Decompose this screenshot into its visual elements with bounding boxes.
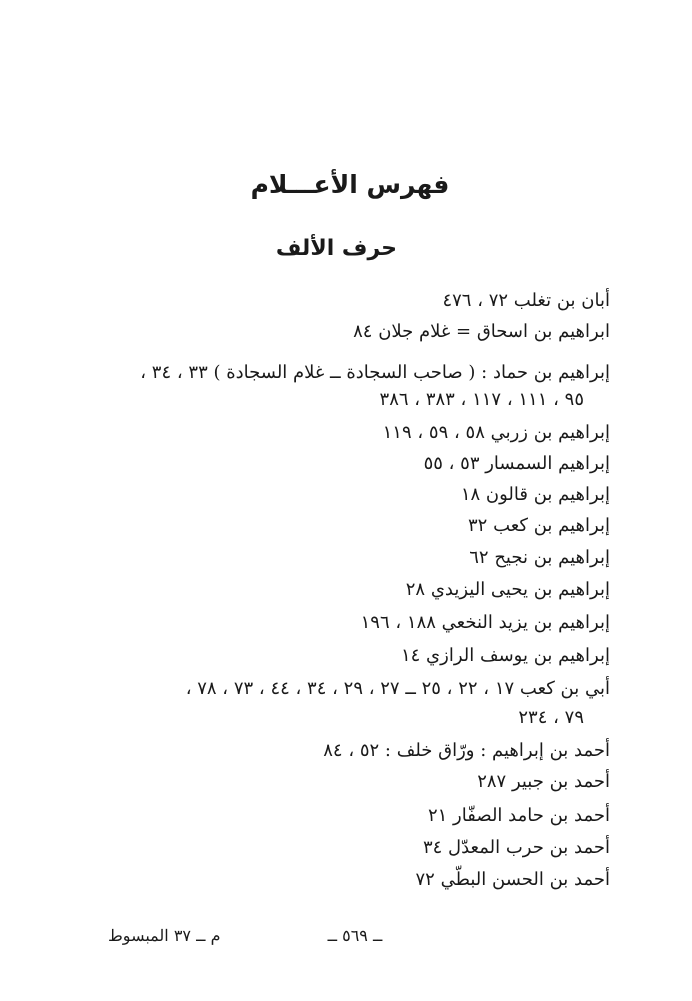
- index-entry-continuation: ٧٩ ، ٢٣٤: [518, 707, 584, 728]
- index-entry: إبراهيم بن يزيد النخعي ١٨٨ ، ١٩٦: [360, 612, 610, 633]
- index-entry: إبراهيم بن حماد : ( صاحب السجادة ــ غلام السجادة ) ٣٣ ، ٣٤ ،: [140, 362, 610, 383]
- index-entry: أحمد بن حامد الصفّار ٢١: [427, 805, 610, 826]
- index-entry: ابراهيم بن اسحاق = غلام جلان ٨٤: [353, 321, 610, 342]
- section-heading: حرف الألف: [275, 236, 397, 261]
- index-entry: إبراهيم بن يوسف الرازي ١٤: [400, 645, 610, 666]
- index-entry: أبان بن تغلب ٧٢ ، ٤٧٦: [442, 290, 610, 311]
- index-entry: أحمد بن حرب المعدّل ٣٤: [422, 837, 610, 858]
- volume-signature: م ــ ٣٧ المبسوط: [108, 926, 221, 945]
- index-entry: أحمد بن إبراهيم : ورّاق خلف : ٥٢ ، ٨٤: [323, 740, 610, 761]
- index-entry: إبراهيم السمسار ٥٣ ، ٥٥: [423, 453, 610, 474]
- page-number: ــ ٥٦٩ ــ: [327, 926, 383, 945]
- index-entry: أحمد بن الحسن البطّي ٧٢: [415, 869, 610, 890]
- index-entry: إبراهيم بن قالون ١٨: [460, 484, 610, 505]
- index-entry: إبراهيم بن نجيح ٦٢: [469, 547, 610, 568]
- index-entry: أحمد بن جبير ٢٨٧: [477, 771, 610, 792]
- index-entry: إبراهيم بن يحيى اليزيدي ٢٨: [405, 579, 610, 600]
- page-title: فهرس الأعـــلام: [250, 170, 450, 199]
- index-entry: إبراهيم بن كعب ٣٢: [468, 515, 610, 536]
- index-entry: إبراهيم بن زربي ٥٨ ، ٥٩ ، ١١٩: [382, 422, 610, 443]
- index-entry-continuation: ٩٥ ، ١١١ ، ١١٧ ، ٣٨٣ ، ٣٨٦: [379, 389, 584, 410]
- index-entry: أبي بن كعب ١٧ ، ٢٢ ، ٢٥ ــ ٢٧ ، ٢٩ ، ٣٤ ، ٤٤ ، ٧٣ ، ٧٨ ،: [185, 678, 610, 699]
